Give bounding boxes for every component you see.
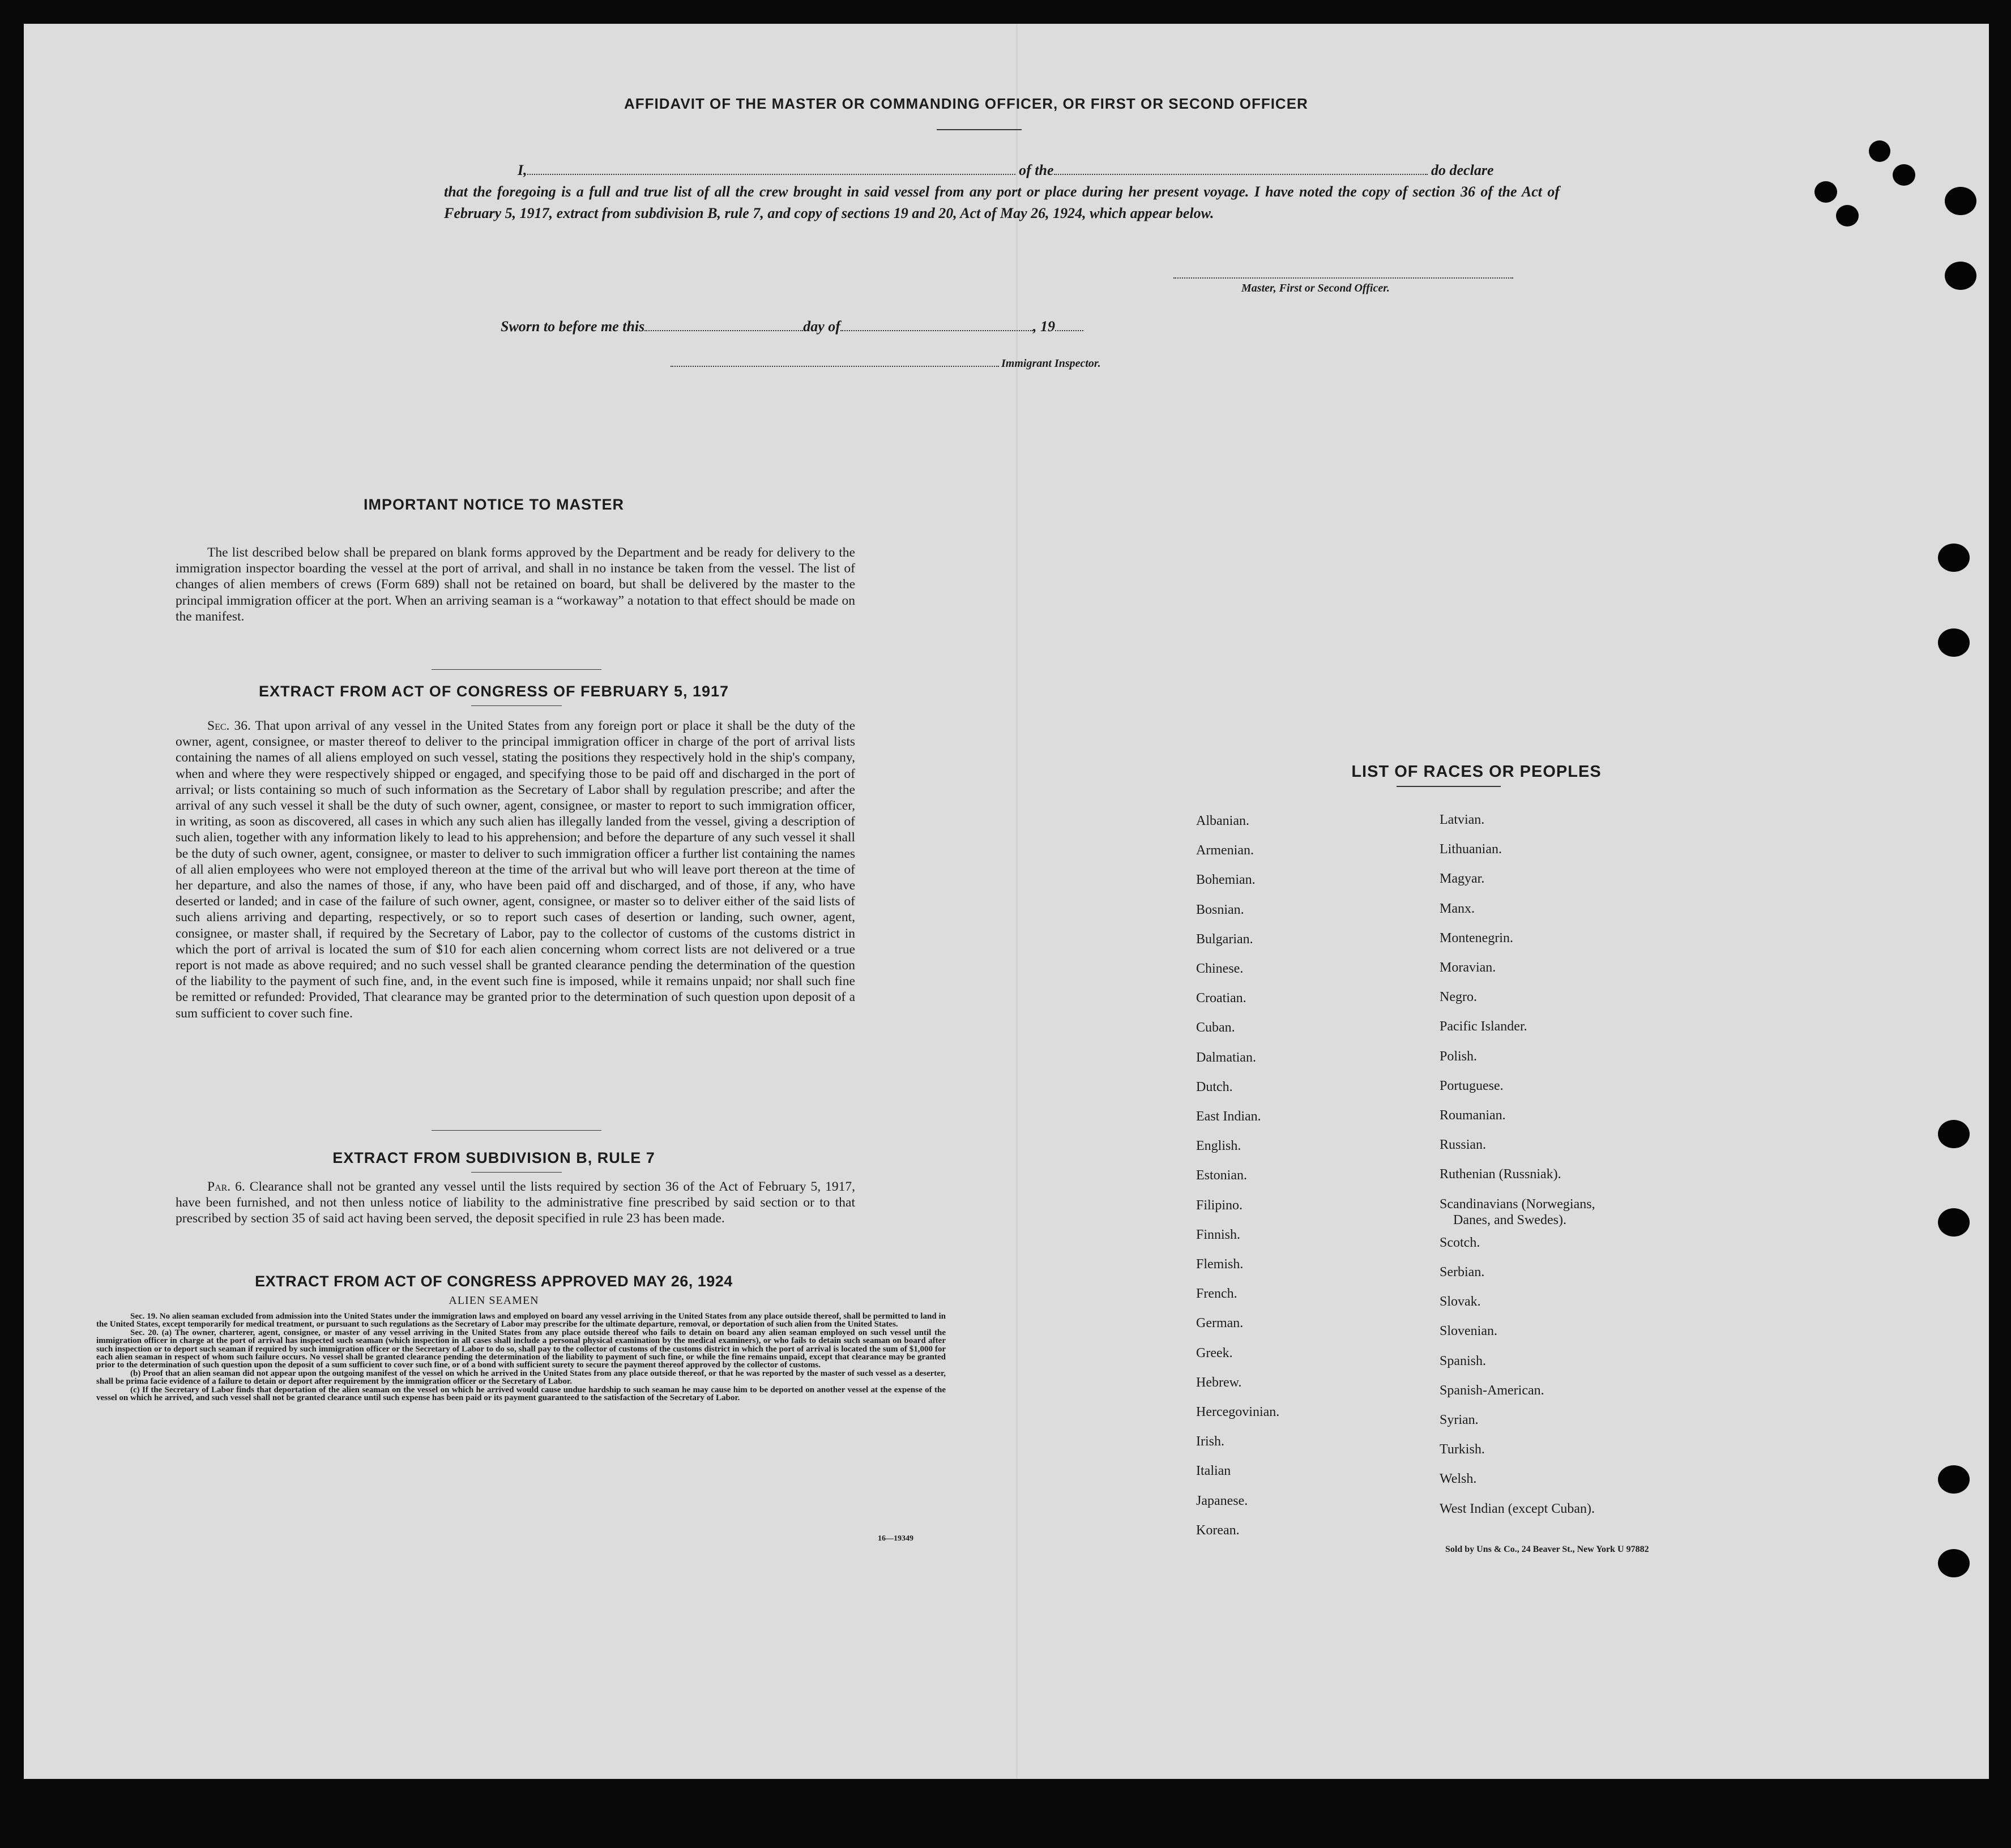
sec-36-text: Sec. 36. That upon arrival of any vessel in the United States from any foreign port or place it shall be the duty of the owner, agent, consignee, or master thereof to deliver to the principal immigration officer in charge of the port of arrival lists containing the names of all aliens employed on such vessel, stating the positions they respectively hold in the ship's company, when and where they were respectively shipped or engaged, and specifying those to be paid off and discharged in the port of arrival; or lists containing so much of such information as the Secretary of Labor shall by regulation prescribe; and after the arrival of any such vessel it shall be the duty of such owner, agent, consignee, or master to report to such immigration officer, in writing, as soon as discovered, all cases in which any such alien has illegally landed from the vessel, giving a description of such alien, together with any information likely to lead to his apprehension; and before the departure of any such vessel it shall be the duty of such owner, agent, consignee, or master to deliver to such immigration officer a further list containing the names of all alien employees who were not employed thereon at the time of the arrival but who will leave port thereon at the time of her departure, and also the names of those, if any, who have been paid off and discharged, and of those, if any, who have deserted or landed; and in case of the failure of such owner, agent, consignee, or master so to deliver either of the said lists of such aliens arriving and departing, respectively, or so to report such cases of desertion or landing, such owner, agent, consignee, or master shall, if required by the Secretary of Labor, pay to the collector of customs of the customs district in which the port of arrival is located the sum of $10 for each alien concerning whom correct lists are not delivered or a true report is not made as above required; and no such vessel shall be granted clearance pending the determination of the question of the liability to the payment of such fine, and, in the event such fine is imposed, while it remains unpaid; nor shall such fine be remitted or refunded: Provided, That clearance may be granted prior to the determination of such question upon deposit of a sum sufficient to cover such fine. [176, 718, 856, 1021]
divider [432, 669, 601, 670]
punch-hole [1938, 1549, 1970, 1577]
race-item: Scandinavians (Norwegians, Danes, and Swedes). [1440, 1196, 1595, 1227]
race-item: Lithuanian. [1440, 842, 1502, 857]
divider [432, 1130, 601, 1131]
sworn-day-field[interactable] [644, 320, 803, 331]
race-item: Hebrew. [1196, 1375, 1242, 1390]
race-item: Flemish. [1196, 1257, 1244, 1272]
race-item: Dalmatian. [1196, 1050, 1256, 1065]
punch-hole [1938, 1465, 1970, 1494]
race-item: Chinese. [1196, 961, 1244, 976]
race-item: Korean. [1196, 1522, 1240, 1538]
par-6-text: Par. 6. Clearance shall not be granted any vessel until the lists required by section 36 of the Act of February 5, 1917, have been furnished, and not then unless notice of liability to the administrative fine prescribed by said section or to that prescribed by section 35 of said act having been served, the deposit specified in rule 23 has been made. [176, 1179, 856, 1226]
race-item: Bulgarian. [1196, 931, 1253, 947]
race-item: Latvian. [1440, 812, 1485, 827]
sworn-month-field[interactable] [840, 320, 1033, 331]
race-item: Russian. [1440, 1137, 1487, 1153]
inspector-line: Immigrant Inspector. [671, 356, 1101, 370]
race-item: Croatian. [1196, 991, 1246, 1006]
race-item: Greek. [1196, 1345, 1233, 1361]
race-item: Scotch. [1440, 1235, 1480, 1250]
extract-1917-heading: EXTRACT FROM ACT OF CONGRESS OF FEBRUARY 5, 1917 [258, 683, 729, 700]
race-item: Filipino. [1196, 1197, 1243, 1213]
race-item: Cuban. [1196, 1020, 1235, 1036]
race-item: Hercegovinian. [1196, 1405, 1280, 1419]
race-item: Japanese. [1196, 1493, 1248, 1508]
race-item: Slovenian. [1440, 1324, 1497, 1339]
name-field[interactable] [527, 164, 1015, 175]
center-fold [1016, 24, 1018, 1779]
declaration-text: that the foregoing is a full and true list of all the crew brought in said vessel from any port or place during her present voyage. I have noted the copy of section 36 of the Act of February 5, 1917, extract from subdivision B, rule 7, and copy of sections 19 and 20, Act of May 26, 1924, which appear below. [444, 183, 1560, 221]
race-item: German. [1196, 1316, 1244, 1331]
race-item: Bosnian. [1196, 902, 1244, 917]
race-item: Estonian. [1196, 1168, 1247, 1183]
race-item: Manx. [1440, 901, 1475, 916]
sec-19-20-text: Sec. 19. No alien seaman excluded from admission into the United States under the immigration laws and employed on board any vessel arriving in the United States from any place outside thereof, shall be permitted to land in the United States, except temporarily for medical treatment, or pursuant to such regulations as the Secretary of Labor may prescribe for the ultimate departure, removal, or deportation of such alien from the United States. Sec. 20. (a) The owner, charterer, agent, consignee, or master of any vessel arriving in the United States from any place outside thereof who fails to detain on board any alien seaman employed on such vessel until the immigration officer in charge at the port of arrival has inspected such seaman (which inspection in all cases shall include a personal physical examination by the medical examiners), or who fails to detain such seaman on board after such inspection or to deport such seaman if required by such immigration officer or the Secretary of Labor to do so, shall pay to the collector of customs of the customs district in which the port of arrival is located the sum of $1,000 for each alien seaman in respect of whom such failure occurs. No vessel shall be granted clearance pending the determination of the liability to payment of such fine, or while the fine remains unpaid, except that clearance may be granted prior to the determination of such question upon the deposit of a sum sufficient to cover such fine, or of a bond with sufficient surety to secure the payment thereof approved by the collector of customs. (b) Proof that an alien seaman did not appear upon the outgoing manifest of the vessel on which he arrived in the United States from any place outside thereof, or that he was reported by the master of such vessel as a deserter, shall be prima facie evidence of a failure to detain or deport after requirement by the immigration officer or the Secretary of Labor. (c) If the Secretary of Labor finds that deportation of the alien seaman on the vessel on which he arrived would cause undue hardship to such seaman he may cause him to be deported on another vessel at the expense of the vessel on which he arrived, and such vessel shall not be granted clearance until such expense has been paid or its payment guaranteed to the satisfaction of the Secretary of Labor. [96, 1312, 946, 1403]
notice-heading: IMPORTANT NOTICE TO MASTER [364, 496, 624, 513]
affidavit-title: AFFIDAVIT OF THE MASTER OR COMMANDING OFFICER, OR FIRST OR SECOND OFFICER [624, 95, 1308, 112]
race-item: Roumanian. [1440, 1108, 1506, 1123]
i-label: I, [518, 162, 527, 178]
extract-1924-heading: EXTRACT FROM ACT OF CONGRESS APPROVED MAY 26, 1924 [255, 1273, 733, 1290]
affidavit-declaration [444, 160, 1560, 224]
race-item: Magyar. [1440, 871, 1485, 887]
race-item: Armenian. [1196, 843, 1254, 858]
punch-hole [1893, 164, 1915, 186]
race-item: Spanish-American. [1440, 1383, 1544, 1398]
race-item: Italian [1196, 1464, 1231, 1479]
subdivision-heading: EXTRACT FROM SUBDIVISION B, RULE 7 [332, 1149, 655, 1166]
race-item: Syrian. [1440, 1413, 1479, 1427]
race-item: Negro. [1440, 990, 1477, 1005]
alien-seamen-subheading: ALIEN SEAMEN [449, 1294, 539, 1307]
punch-hole [1938, 1120, 1970, 1148]
race-item: Serbian. [1440, 1265, 1485, 1280]
printer-imprint: Sold by Uns & Co., 24 Beaver St., New York U 97882 [1445, 1545, 1649, 1554]
of-the-label: of the [1019, 162, 1054, 178]
punch-hole [1938, 1208, 1970, 1237]
race-item: Polish. [1440, 1049, 1478, 1064]
race-item: Bohemian. [1196, 872, 1256, 888]
punch-hole [1938, 628, 1970, 657]
punch-hole [1869, 140, 1890, 162]
master-label: Master, First or Second Officer. [1241, 282, 1390, 294]
race-item: Dutch. [1196, 1079, 1233, 1094]
notice-body: The list described below shall be prepared on blank forms approved by the Department and be ready for delivery to the immigration inspector boarding the vessel at the port of arrival, and shall in no instance be taken from the vessel. The list of changes of alien members of crews (Form 689) shall not be retained on board, but shall be delivered by the master to the principal immigration officer at the port. When an arriving seaman is a “workaway” a notation to that effect should be made on the manifest. [176, 545, 855, 624]
form-number: 16—19349 [878, 1534, 913, 1543]
vessel-field[interactable] [1054, 164, 1428, 175]
race-item: Slovak. [1440, 1294, 1481, 1310]
race-item: Ruthenian (Russniak). [1440, 1167, 1561, 1182]
punch-hole [1814, 181, 1837, 203]
race-item: French. [1196, 1286, 1237, 1302]
race-item: English. [1196, 1139, 1241, 1154]
race-item: Moravian. [1440, 960, 1496, 975]
race-item: Irish. [1196, 1434, 1224, 1449]
race-item: Spanish. [1440, 1353, 1487, 1368]
sworn-year-field[interactable] [1055, 320, 1083, 331]
race-item: Portuguese. [1440, 1078, 1504, 1093]
race-item: East Indian. [1196, 1109, 1261, 1124]
race-item: West Indian (except Cuban). [1440, 1501, 1595, 1516]
punch-hole [1836, 205, 1859, 226]
divider [471, 705, 562, 706]
race-item: Albanian. [1196, 814, 1249, 828]
do-declare-label: do declare [1431, 162, 1494, 178]
title-underline [937, 129, 1022, 130]
divider [471, 1172, 562, 1173]
race-item: Turkish. [1440, 1442, 1485, 1457]
master-signature-line[interactable] [1173, 277, 1513, 279]
inspector-signature-field[interactable] [671, 356, 999, 367]
punch-hole [1945, 262, 1976, 290]
race-item: Pacific Islander. [1440, 1019, 1527, 1034]
sworn-line: Sworn to before me this day of , 19 [501, 318, 1083, 335]
punch-hole [1938, 544, 1970, 572]
divider [1397, 786, 1501, 787]
race-item: Welsh. [1440, 1471, 1477, 1487]
race-item: Finnish. [1196, 1227, 1241, 1242]
punch-hole [1945, 187, 1976, 215]
form-page [24, 24, 1989, 1779]
race-item: Montenegrin. [1440, 930, 1513, 946]
races-heading: LIST OF RACES OR PEOPLES [1351, 763, 1602, 781]
